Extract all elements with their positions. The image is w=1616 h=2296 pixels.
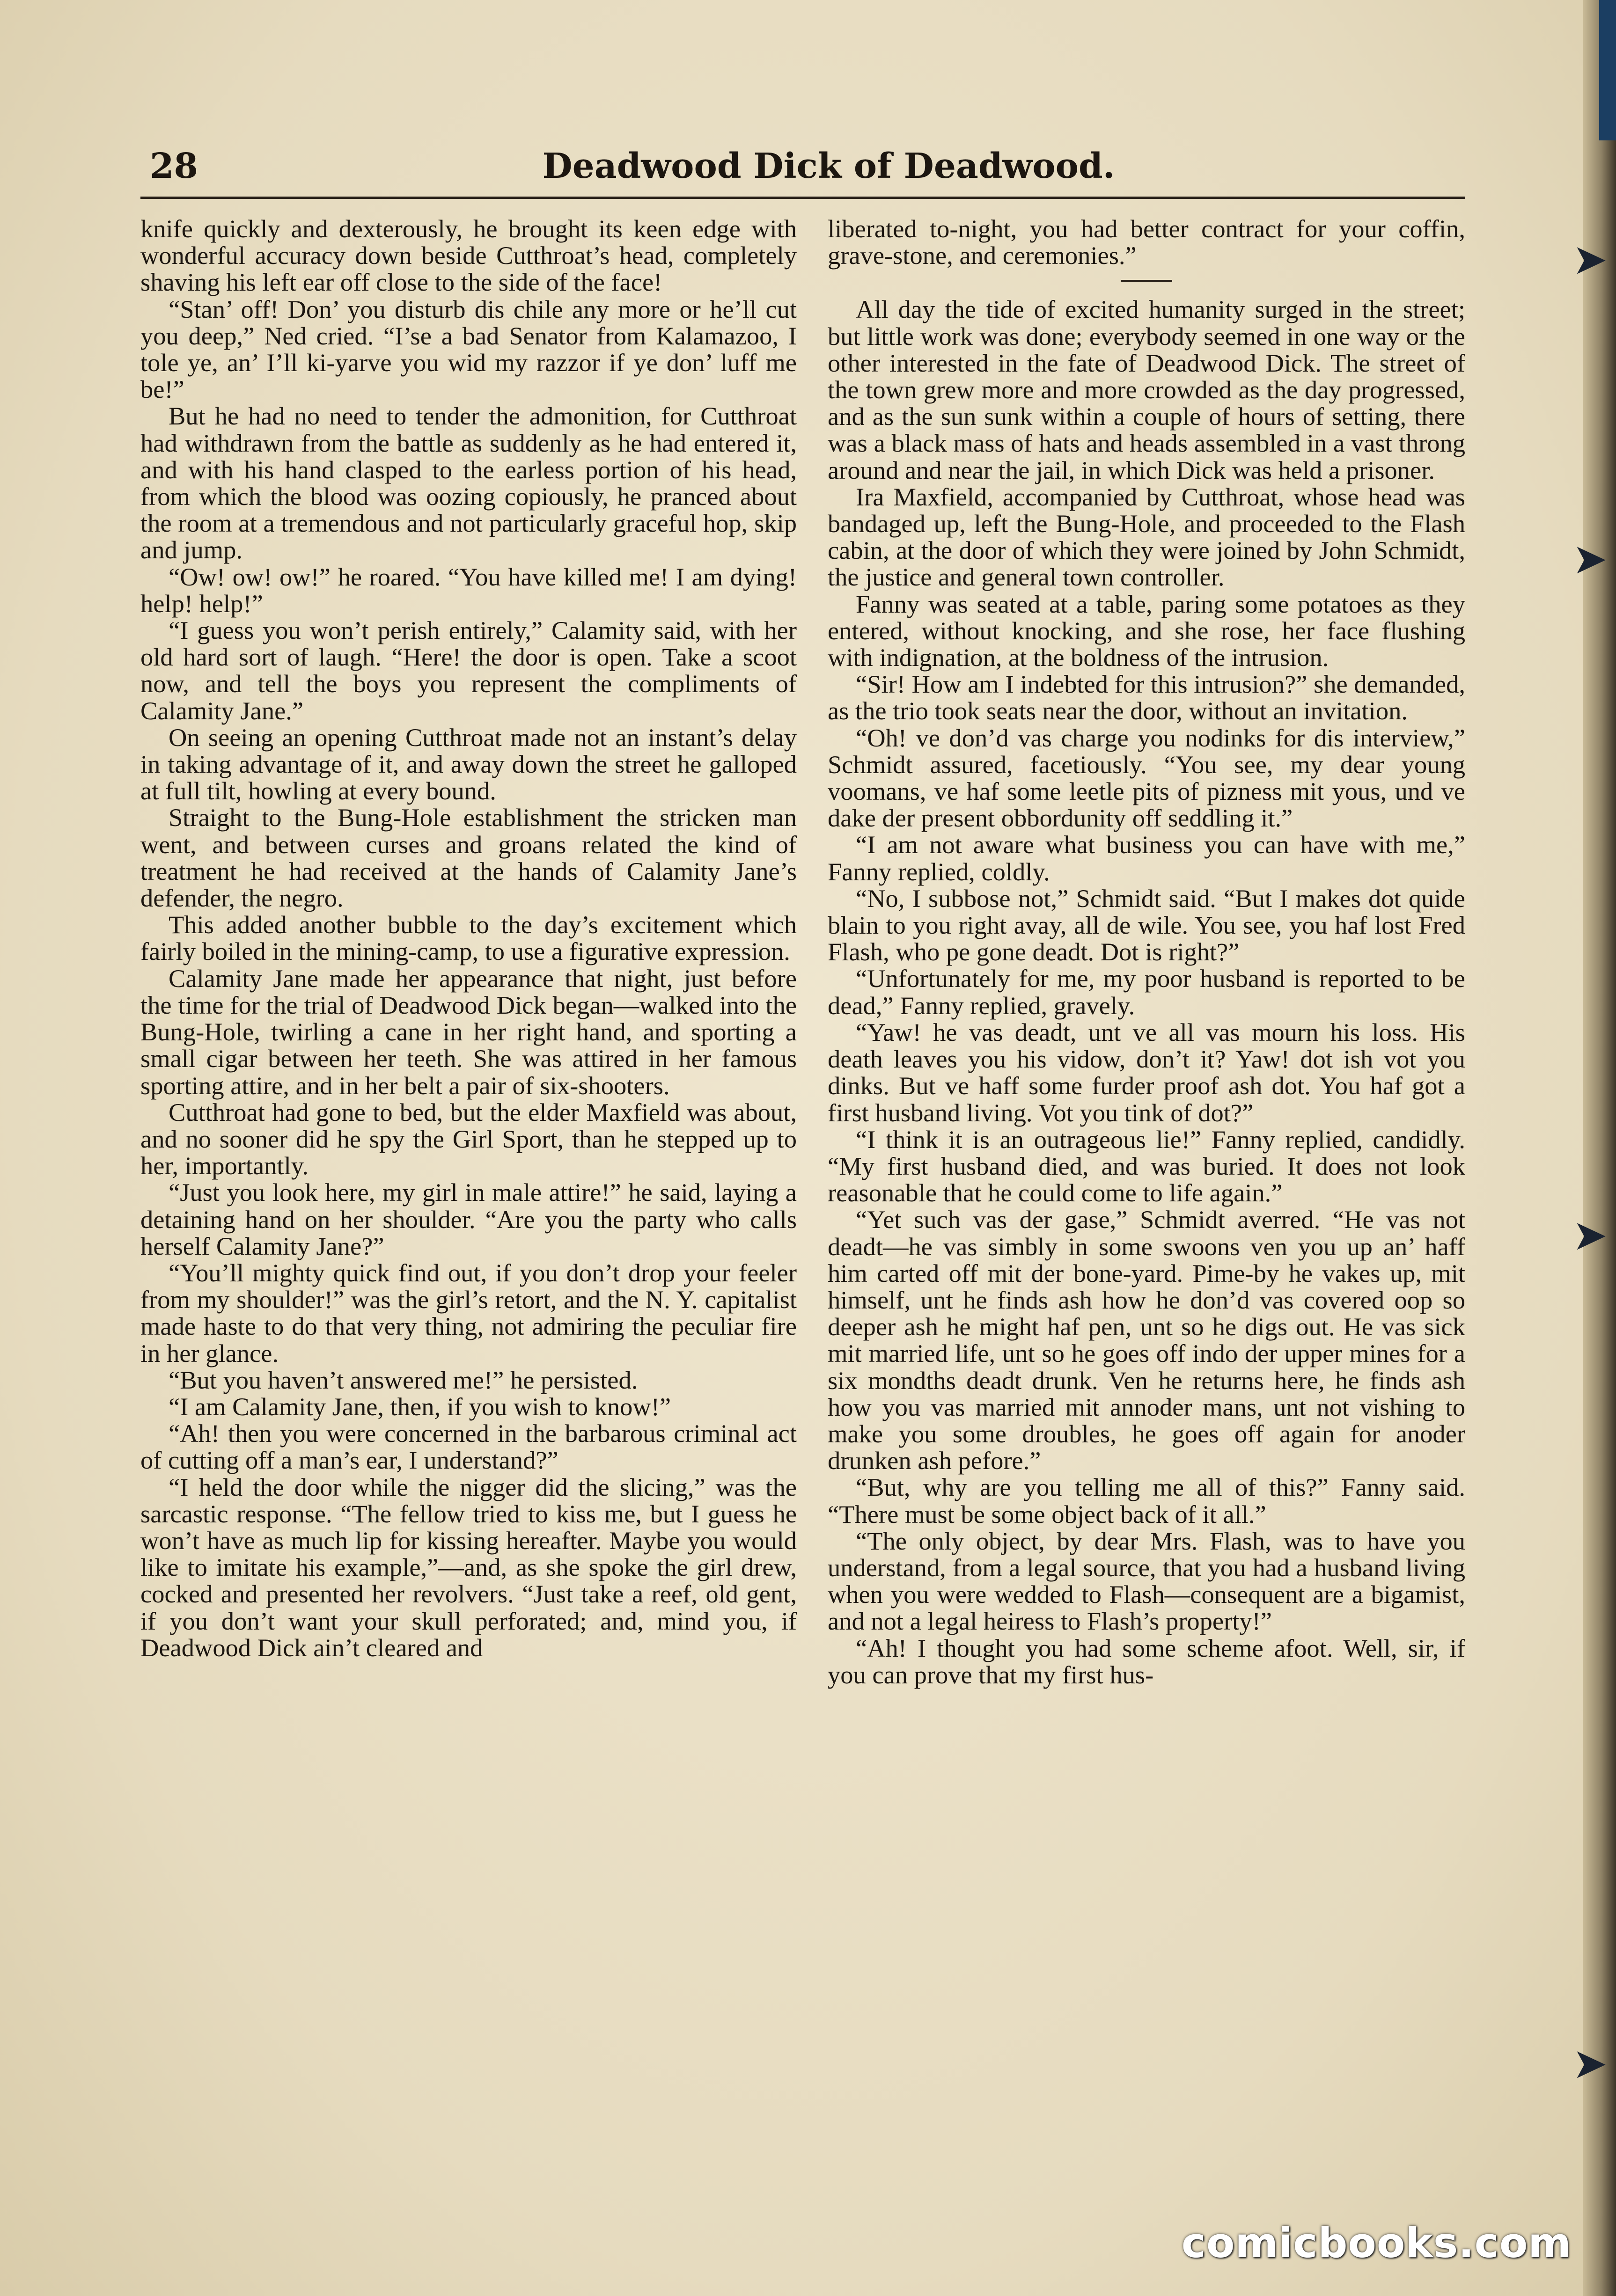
paragraph: Straight to the Bung-Hole establishment the stricken man went, and between curses and groans related the kind of treatment he had received at the hands of Calamity Jane’s defender, the negro. xyxy=(140,803,797,913)
paragraph: But he had no need to tender the admonition, for Cutthroat had withdrawn from the battle as suddenly as he had entered it, and with his hand clasped to the earless portion of his head, from which the blood was oozing copiously, he pranced about the room at a tremendous and not particularly graceful hop, skip and jump. xyxy=(140,402,797,564)
paragraph: “No, I subbose not,” Schmidt said. “But I makes dot quide blain to you right avay, all de wile. You see, you haf lost Fred Flash, who pe gone deadt. Dot is right?” xyxy=(828,884,1465,966)
paragraph: “Yet such vas der gase,” Schmidt averred. “He vas not deadt—he vas simbly in some swoons ven you up an’ haff him carted off mit der bone-yard. Pime-by he vakes up, mit himself, unt he finds ash how he don’d vas covered oop so deeper ash he might haf pen, unt so he digs out. He vas sick mit married life, unt so he goes off indo der upper mines for a six mondths deadt drunk. Ven he returns here, he finds ash how you vas married mit annoder mans, unt not vishing to make you some droubles, he goes off again for anoder drunken ash pefore.” xyxy=(828,1205,1465,1475)
section-separator xyxy=(1121,280,1172,282)
paragraph: “I think it is an outrageous lie!” Fanny replied, candidly. “My first husband died, and was buried. It does not look reasonable that he could come to life again.” xyxy=(828,1125,1465,1207)
paragraph: “Sir! How am I indebted for this intrusion?” she demanded, as the trio took seats near the door, without an invitation. xyxy=(828,670,1465,725)
paragraph: “Ah! I thought you had some scheme afoot. Well, sir, if you can prove that my first hus- xyxy=(828,1633,1465,1689)
paragraph: “I guess you won’t perish entirely,” Calamity said, with her old hard sort of laugh. “Here! the door is open. Take a scoot now, and tell the boys you represent the compliments of Calamity Jane.” xyxy=(140,616,797,725)
right-column xyxy=(828,215,1465,2134)
paragraph: All day the tide of excited humanity surged in the street; but little work was done; everybody seemed in one way or the other interested in the fate of Deadwood Dick. The street of the town grew more and more crowded as the day progressed, and as the sun sunk within a couple of hours of setting, there was a black mass of hats and heads assembled in a vast throng around and near the jail, in which Dick was held a prisoner. xyxy=(828,295,1465,484)
paragraph: “I held the door while the nigger did the slicing,” was the sarcastic response. “The fellow tried to kiss me, but I guess he won’t have as much lip for kissing hereafter. Maybe you would like to imitate his example,”—and, as she spoke the girl drew, cocked and presented her revolvers. “Just take a reef, old gent, if you don’t want your skull perforated; and, mind you, if Deadwood Dick ain’t cleared and xyxy=(140,1472,797,1662)
running-title: Deadwood Dick of Deadwood. xyxy=(542,146,1115,186)
paragraph: “Ah! then you were concerned in the barbarous criminal act of cutting off a man’s ear, I understand?” xyxy=(140,1419,797,1475)
paragraph: Fanny was seated at a table, paring some potatoes as they entered, without knocking, and she rose, her face flushing with indignation, at the boldness of the intrusion. xyxy=(828,589,1465,672)
paragraph: “I am not aware what business you can have with me,” Fanny replied, coldly. xyxy=(828,830,1465,886)
paragraph: “Yaw! he vas deadt, unt ve all vas mourn his loss. His death leaves you his vidow, don’t it? Yaw! dot ish vot you dinks. But ve haff some furder proof ash dot. You haf got a first husband living. Vot you tink of dot?” xyxy=(828,1017,1465,1127)
header-rule xyxy=(140,197,1465,199)
paragraph: “Just you look here, my girl in male attire!” he said, laying a detaining hand on her shoulder. “Are you the party who calls herself Calamity Jane?” xyxy=(140,1178,797,1260)
paragraph: “Ow! ow! ow!” he roared. “You have killed me! I am dying! help! help!” xyxy=(140,562,797,618)
left-column xyxy=(140,215,797,2134)
paragraph: “But you haven’t answered me!” he persisted. xyxy=(169,1365,638,1394)
paragraph: “I am Calamity Jane, then, if you wish to know!” xyxy=(169,1392,671,1421)
paragraph: This added another bubble to the day’s excitement which fairly boiled in the mining-camp, to use a figurative expression. xyxy=(140,910,797,966)
page-number: 28 xyxy=(150,146,198,186)
page-header xyxy=(150,140,1507,192)
page-binding-edge xyxy=(1583,0,1616,2296)
binding-stitch-icon: ➤ xyxy=(1572,235,1608,284)
paragraph: “But, why are you telling me all of this?” Fanny said. “There must be some object back of it all.” xyxy=(828,1473,1465,1528)
paragraph: “You’ll mighty quick find out, if you don’t drop your feeler from my shoulder!” was the girl’s retort, and the N. Y. capitalist made haste to do that very thing, not admiring the peculiar fire in her glance. xyxy=(140,1258,797,1367)
binding-stitch-icon: ➤ xyxy=(1572,1211,1608,1260)
cover-edge-strip xyxy=(1599,0,1616,140)
watermark: comicbooks.com xyxy=(1181,2219,1572,2267)
paragraph: Calamity Jane made her appearance that night, just before the time for the trial of Deadwood Dick began—walked into the Bung-Hole, twirling a cane in her right hand, and sporting a small cigar between her teeth. She was attired in her famous sporting attire, and in her belt a pair of six-shooters. xyxy=(140,964,797,1100)
paragraph: knife quickly and dexterously, he brought its keen edge with wonderful accuracy down beside Cutthroat’s head, completely shaving his left ear off close to the side of the face! xyxy=(140,215,797,297)
paragraph: liberated to-night, you had better contract for your coffin, grave-stone, and ceremonies.” xyxy=(828,215,1465,270)
binding-stitch-icon: ➤ xyxy=(1572,2039,1608,2088)
paragraph: On seeing an opening Cutthroat made not an instant’s delay in taking advantage of it, and away down the street he galloped at full tilt, howling at every bound. xyxy=(140,723,797,805)
binding-stitch-icon: ➤ xyxy=(1572,534,1608,584)
paragraph: “Unfortunately for me, my poor husband is reported to be dead,” Fanny replied, gravely. xyxy=(828,964,1465,1020)
paragraph: Cutthroat had gone to bed, but the elder Maxfield was about, and no sooner did he spy the Girl Sport, than he stepped up to her, importantly. xyxy=(140,1097,797,1180)
paragraph: Ira Maxfield, accompanied by Cutthroat, whose head was bandaged up, left the Bung-Hole, and proceeded to the Flash cabin, at the door of which they were joined by John Schmidt, the justice and general town controller. xyxy=(828,482,1465,592)
paragraph: “Oh! ve don’d vas charge you nodinks for dis interview,” Schmidt assured, facetiously. “You see, my dear young voomans, ve haf some leetle pits of pizness mit yous, und ve dake der present obbordunity off seddling it.” xyxy=(828,723,1465,833)
paragraph: “The only object, by dear Mrs. Flash, was to have you understand, from a legal source, that you had a husband living when you were wedded to Flash—consequent are a bigamist, and not a legal heiress to Flash’s property!” xyxy=(828,1526,1465,1636)
paragraph: “Stan’ off! Don’ you disturb dis chile any more or he’ll cut you deep,” Ned cried. “I’se a bad Senator from Kalamazoo, I tole ye, an’ I’ll ki-yarve you wid my razzor if ye don’ luff me be!” xyxy=(140,294,797,404)
